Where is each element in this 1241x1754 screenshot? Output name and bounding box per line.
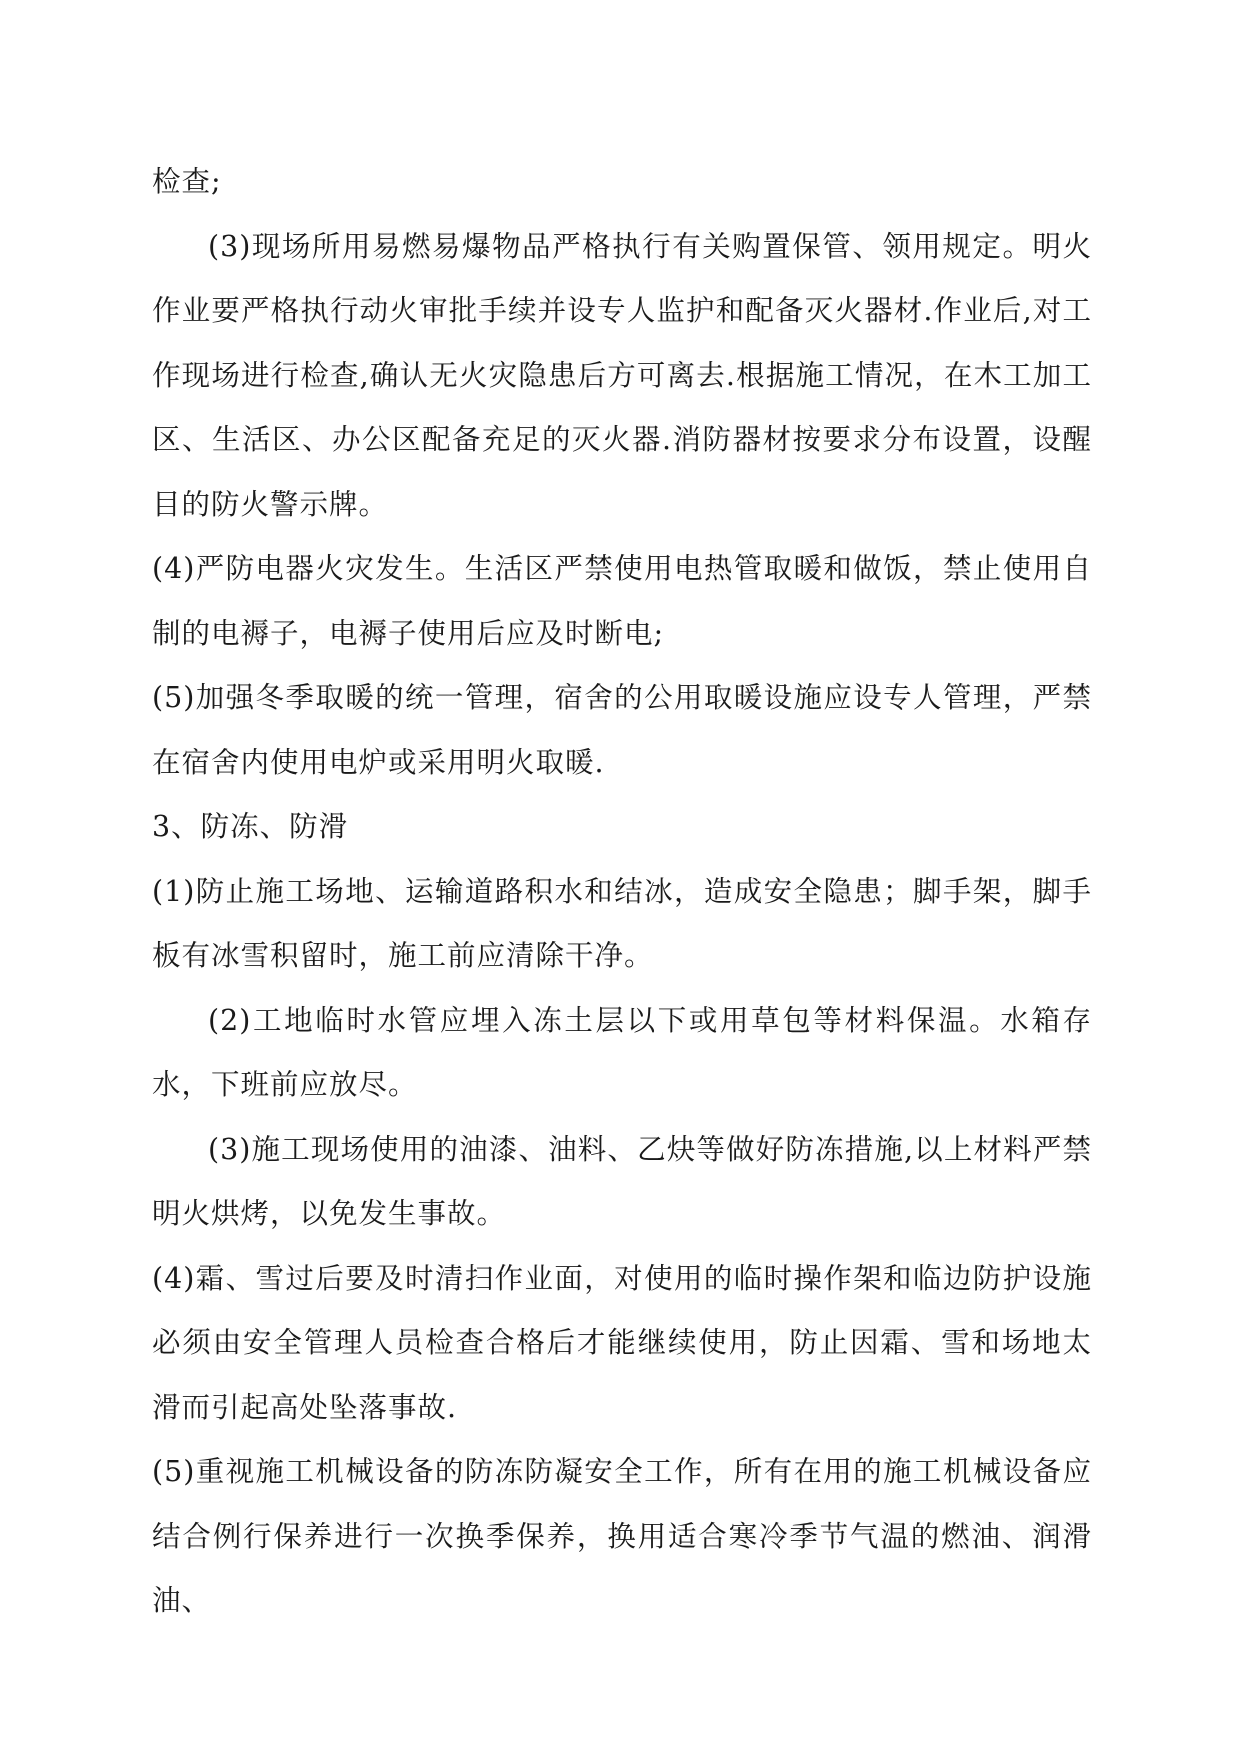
paragraph-flammables: (3)现场所用易燃易爆物品严格执行有关购置保管、领用规定。明火作业要严格执行动火审批手续并设专人监护和配备灭火器材.作业后,对工作现场进行检查,确认无火灾隐患后方可离去.根据施工情况，在木工加工区、生活区、办公区配备充足的灭火器.消防器材按要求分布设置，设醒目的防火警示牌。 [152,229,1092,521]
paragraph-paints-fuels: (3)施工现场使用的油漆、油料、乙炔等做好防冻措施,以上材料严禁明火烘烤，以免发生事故。 [152,1132,1092,1230]
paragraph-winter-heating: (5)加强冬季取暖的统一管理，宿舍的公用取暖设施应设专人管理，严禁在宿舍内使用电炉或采用明火取暖. [152,681,1092,779]
paragraph-water-pipes: (2)工地临时水管应埋入冻土层以下或用草包等材料保温。水箱存水，下班前应放尽。 [152,1003,1092,1101]
section-heading-antifreeze-antislip: 3、防冻、防滑 [152,810,349,843]
paragraph-check-continuation: 检查; [152,165,222,198]
document-body [152,150,1092,1634]
paragraph-machinery-antifreeze: (5)重视施工机械设备的防冻防凝安全工作，所有在用的施工机械设备应结合例行保养进行一次换季保养，换用适合寒冷季节气温的燃油、润滑油、 [152,1455,1092,1617]
paragraph-frost-snow-cleanup: (4)霜、雪过后要及时清扫作业面，对使用的临时操作架和临边防护设施必须由安全管理人员检查合格后才能继续使用，防止因霜、雪和场地太滑而引起高处坠落事故. [152,1261,1092,1424]
paragraph-electrical-fire: (4)严防电器火灾发生。生活区严禁使用电热管取暖和做饭，禁止使用自制的电褥子，电褥子使用后应及时断电; [152,552,1092,650]
paragraph-site-icing: (1)防止施工场地、运输道路积水和结冰，造成安全隐患；脚手架，脚手板有冰雪积留时，施工前应清除干净。 [152,874,1092,972]
